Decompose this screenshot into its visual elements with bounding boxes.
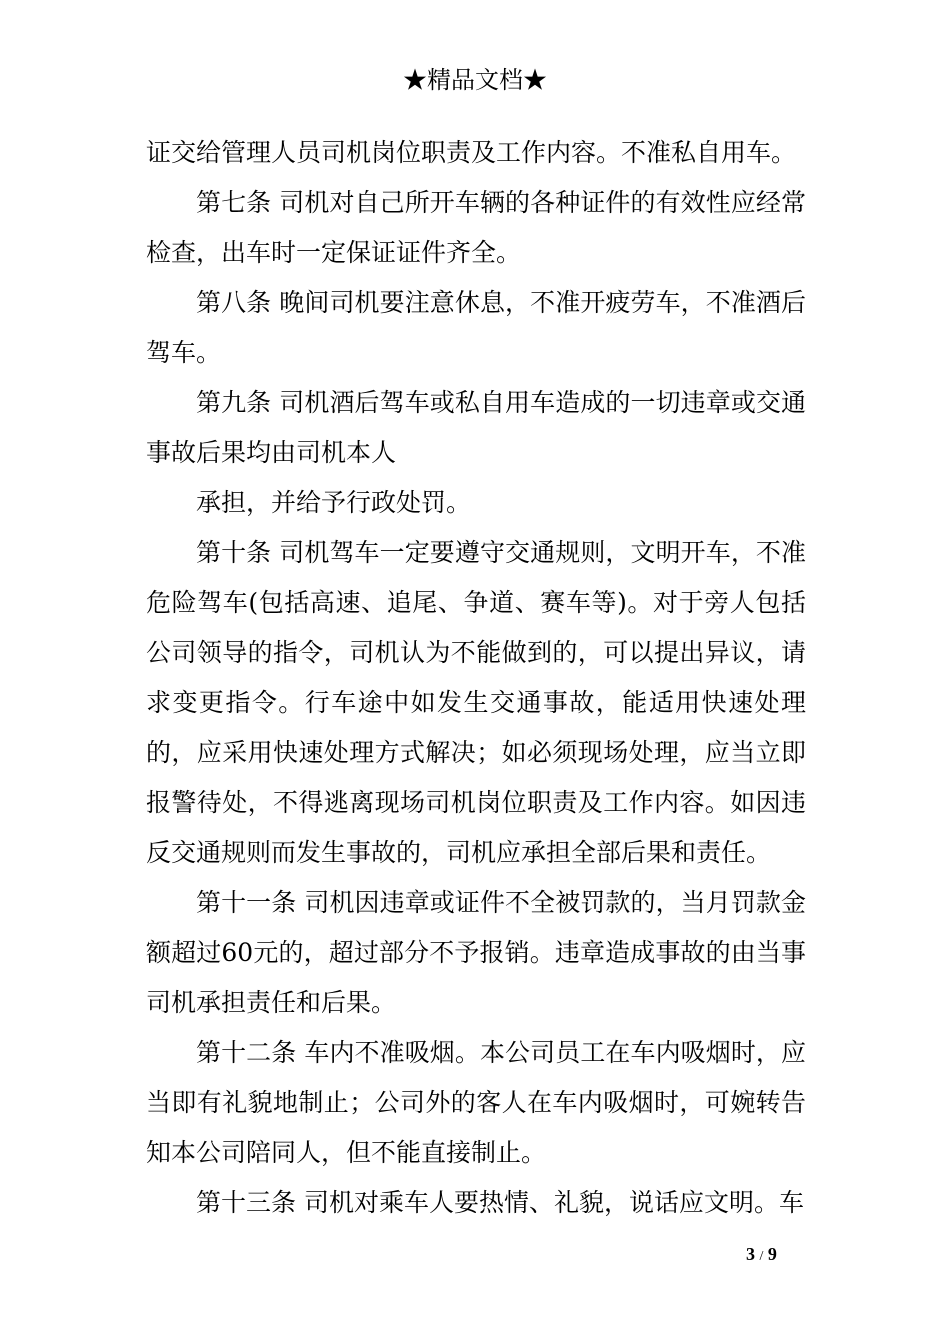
paragraph-continuation: 证交给管理人员司机岗位职责及工作内容。不准私自用车。 [146,138,797,167]
paragraph-article-9-continued: 承担，并给予行政处罚。 [196,488,472,517]
paragraph-article-8: 第八条 晚间司机要注意休息，不准开疲劳车，不准酒后驾车。 [146,288,806,367]
paragraph-article-7: 第七条 司机对自己所开车辆的各种证件的有效性应经常检查，出车时一定保证证件齐全。 [146,188,806,267]
paragraph-article-10: 第十条 司机驾车一定要遵守交通规则，文明开车，不准危险驾车(包括高速、追尾、争道、赛车等)。对于旁人包括公司领导的指令，司机认为不能做到的，可以提出异议，请求变更指令。行车途中如发生交通事故，能适用快速处理的，应采用快速处理方式解决；如必须现场处理，应当立即报警待处，不得逃离现场司机岗位职责及工作内容。如因违反交通规则而发生事故的，司机应承担全部后果和责任。 [146,538,806,867]
page-header-title: ★精品文档★ [403,66,547,94]
paragraph-article-9: 第九条 司机酒后驾车或私自用车造成的一切违章或交通事故后果均由司机本人 [146,388,806,467]
page-number-total: 9 [767,1244,777,1264]
page-number [746,1242,777,1269]
page-number-separator: / [759,1249,764,1264]
page-number-current: 3 [746,1244,755,1264]
paragraph-article-11: 第十一条 司机因违章或证件不全被罚款的，当月罚款金额超过60元的，超过部分不予报销。违章造成事故的由当事司机承担责任和后果。 [146,888,806,1017]
paragraph-article-12: 第十二条 车内不准吸烟。本公司员工在车内吸烟时，应当即有礼貌地制止；公司外的客人在车内吸烟时，可婉转告知本公司陪同人，但不能直接制止。 [146,1038,806,1167]
document-body [146,128,806,1228]
paragraph-article-13: 第十三条 司机对乘车人要热情、礼貌，说话应文明。车 [196,1188,804,1217]
